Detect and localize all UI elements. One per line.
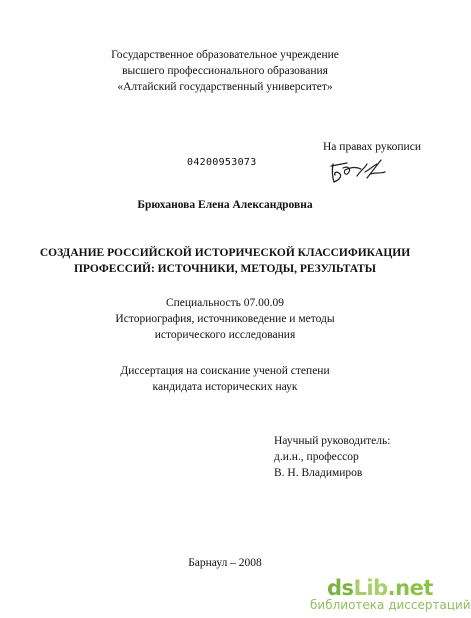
author-name: Брюханова Елена Александровна — [137, 199, 313, 211]
handwritten-signature — [327, 156, 391, 186]
degree-line-1: Диссертация на соискание ученой степени — [120, 365, 330, 377]
degree-line-2: кандидата исторических наук — [152, 381, 298, 393]
specialty-name-line-2: исторического исследования — [154, 329, 296, 341]
dissertation-title-line-2: ПРОФЕССИЙ: ИСТОЧНИКИ, МЕТОДЫ, РЕЗУЛЬТАТЫ — [73, 263, 377, 275]
registration-number: 04200953073 — [187, 157, 257, 168]
watermark-logo — [327, 577, 433, 599]
watermark-subtitle: библиотека диссертаций — [310, 598, 471, 612]
institution-line-1: Государственное образовательное учреждение — [111, 49, 339, 61]
institution-line-3: «Алтайский государственный университет» — [117, 81, 333, 93]
rights-note: На правах рукописи — [323, 141, 421, 153]
institution-line-2: высшего профессионального образования — [122, 65, 328, 77]
specialty-name-line-1: Историография, источниковедение и методы — [115, 313, 335, 325]
supervisor-label: Научный руководитель: — [274, 435, 391, 447]
watermark-logo-part1: ds — [327, 576, 354, 600]
watermark-logo-part2: Lib — [353, 576, 388, 600]
supervisor-title: д.и.н., профессор — [274, 451, 359, 463]
specialty-code: Специальность 07.00.09 — [165, 297, 285, 309]
city-year: Барнаул – 2008 — [188, 557, 262, 569]
supervisor-name: В. Н. Владимиров — [274, 467, 363, 479]
watermark-logo-part3: .net — [387, 576, 433, 600]
dissertation-title-line-1: СОЗДАНИЕ РОССИЙСКОЙ ИСТОРИЧЕСКОЙ КЛАССИФИКАЦИИ — [39, 247, 411, 259]
